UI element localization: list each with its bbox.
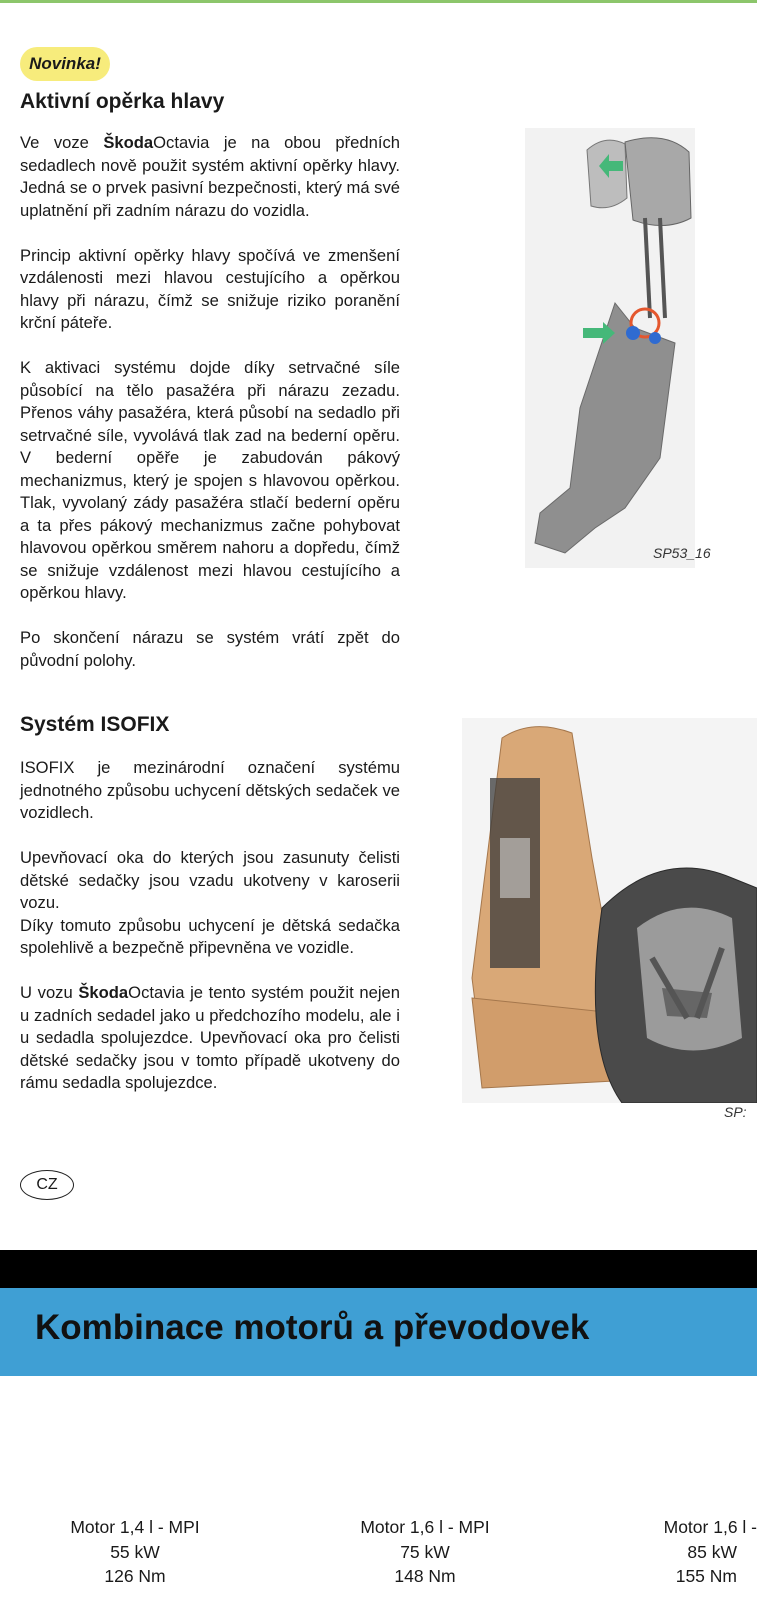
- figure-caption-2: SP:: [724, 1104, 747, 1120]
- motor-torque: 155 Nm: [675, 1566, 737, 1586]
- motor-name: Motor 1,6 l - MPI: [360, 1517, 490, 1537]
- headrest-paragraph-3: K aktivaci systému dojde díky setrvačné síle působící na tělo pasažéra při nárazu zezadu. Přenos váhy pasažéra, která působí na sedadlo při setrvačné síle, vyvolává tlak zad na bederní opěru. V bederní opěře je zabudován pákový mechanizmus, který je spojen s hlavovou opěrkou. Tlak, vyvolaný zády pasažéra stlačí bederní opěru a ta přes pákový mechanizmus začne pohybovat hlavovou opěrkou směrem nahoru a dopředu, čímž se snižuje vzdálenost mezi hlavou cestujícího a opěrkou hlavy.: [20, 358, 400, 602]
- brand-name: Škoda: [103, 133, 154, 152]
- motor-torque: 126 Nm: [104, 1566, 166, 1586]
- motor-column-2: [345, 1515, 505, 1589]
- headrest-paragraph-2: Princip aktivní opěrky hlavy spočívá ve zmenšení vzdálenosti mezi hlavou cestujícího a opěrkou hlavy při nárazu, čímž se snižuje riziko poranění krční páteře.: [20, 245, 400, 332]
- section-title-isofix: Systém ISOFIX: [20, 713, 170, 736]
- motor-power: 75 kW: [400, 1541, 450, 1562]
- motor-name: Motor 1,6 l -: [663, 1517, 757, 1537]
- language-mark: CZ: [20, 1170, 74, 1200]
- isofix-seat-figure: [462, 718, 757, 1103]
- isofix-paragraph-4: U vozu ŠkodaOctavia je tento systém použit nejen u zadních sedadel jako u předchozího modelu, ale i u sedadla spolujezdce. Upevňovací oka pro čelisti dětské sedačky jsou v tomto případě ukotveny do rámu sedadla spolujezdce.: [20, 983, 400, 1092]
- isofix-paragraph-1: ISOFIX je mezinárodní označení systému jednotného způsobu uchycení dětských sedaček ve vozidlech.: [20, 758, 400, 822]
- isofix-text: [20, 757, 400, 1117]
- headrest-text: [20, 132, 400, 695]
- headrest-paragraph-1: Ve voze ŠkodaOctavia je na obou předních sedadlech nově použit systém aktivní opěrky hlavy. Jedná se o prvek pasivní bezpečnosti, který má své uplatnění při zadním nárazu do vozidla.: [20, 133, 401, 220]
- isofix-paragraph-3: Díky tomuto způsobu uchycení je dětská sedačka spolehlivě a bezpečně připevněna ve vozidle.: [20, 915, 400, 957]
- black-band: [0, 1250, 757, 1288]
- motor-power: 55 kW: [110, 1541, 160, 1562]
- motor-column-1: [55, 1515, 215, 1589]
- headrest-paragraph-4: Po skončení nárazu se systém vrátí zpět do původní polohy.: [20, 628, 400, 670]
- motor-power: 85 kW: [687, 1541, 737, 1562]
- brand-name: Škoda: [78, 983, 129, 1002]
- top-rule: [0, 0, 757, 3]
- motor-name: Motor 1,4 l - MPI: [70, 1517, 200, 1537]
- novinka-badge: Novinka!: [20, 47, 110, 81]
- figure-caption-1: SP53_16: [653, 545, 711, 561]
- isofix-paragraph-2: Upevňovací oka do kterých jsou zasunuty čelisti dětské sedačky jsou vzadu ukotveny v karoserii vozu.: [20, 848, 400, 912]
- chapter-band: [0, 1288, 757, 1376]
- active-headrest-figure: [525, 128, 695, 568]
- section-title-headrest: Aktivní opěrka hlavy: [20, 90, 225, 113]
- motor-column-3: [640, 1515, 757, 1589]
- motor-torque: 148 Nm: [394, 1566, 456, 1586]
- chapter-title: Kombinace motorů a převodovek: [35, 1308, 590, 1347]
